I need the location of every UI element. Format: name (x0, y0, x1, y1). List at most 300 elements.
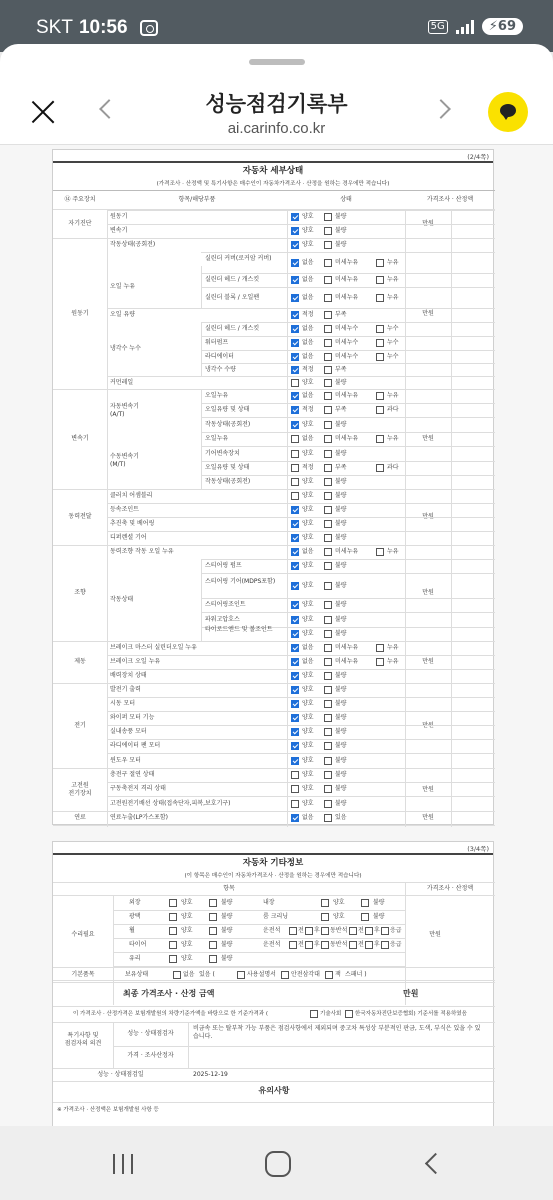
checkbox[interactable] (305, 927, 313, 935)
subgroup-label: 수동변속기 (M/T) (110, 452, 139, 468)
checkbox[interactable] (291, 213, 299, 221)
option-label: 불량 (221, 941, 233, 948)
checkbox[interactable] (324, 814, 332, 822)
price-unit: 만원 (422, 435, 434, 442)
checkbox[interactable] (291, 294, 299, 302)
checkbox[interactable] (349, 941, 357, 949)
checkbox[interactable] (376, 353, 384, 361)
repair-item: 유리 (129, 955, 141, 962)
checkbox[interactable] (376, 406, 384, 414)
checkbox[interactable] (324, 520, 332, 528)
checkbox[interactable] (349, 927, 357, 935)
checkbox[interactable] (324, 259, 332, 267)
section-note: (이 항목은 매수인이 자동차가격조사 · 산정을 원하는 경우에만 적습니다) (184, 873, 362, 879)
checkbox[interactable] (291, 757, 299, 765)
grid-line (287, 238, 495, 239)
option-label: 양호 (302, 630, 314, 637)
option-label: 전 (358, 927, 364, 934)
checkbox[interactable] (169, 927, 177, 935)
checkbox[interactable] (291, 506, 299, 514)
row-item: 브레이크 오일 누유 (110, 658, 161, 665)
checkbox[interactable] (324, 464, 332, 472)
option-label: 누유 (387, 435, 399, 442)
option-label: 양호 (302, 686, 314, 693)
option-label: 과다 (387, 406, 399, 413)
option-label: 없음 (302, 658, 314, 665)
checkbox[interactable] (324, 644, 332, 652)
home-button[interactable] (265, 1151, 291, 1177)
section-title: 자동차 기타정보 (242, 858, 304, 868)
grid-line (287, 796, 495, 797)
row-item: 연료누출(LP가스포함) (110, 814, 169, 821)
checkbox[interactable] (291, 686, 299, 694)
grid-line (201, 287, 287, 288)
option-label: 미세누유 (335, 293, 359, 301)
checkbox[interactable] (289, 941, 297, 949)
grid-line (287, 655, 495, 656)
checkbox[interactable] (324, 294, 332, 302)
navigation-bar (0, 1126, 553, 1200)
checkbox[interactable] (291, 800, 299, 808)
checkbox[interactable] (324, 406, 332, 414)
checkbox[interactable] (324, 311, 332, 319)
checkbox[interactable] (305, 941, 313, 949)
option-label: 안전삼각대 (291, 971, 320, 978)
row-part: 스티어링조인트 (205, 601, 246, 608)
option-label: 불량 (221, 899, 233, 906)
checkbox[interactable] (209, 927, 217, 935)
grid-line (107, 725, 287, 726)
checkbox[interactable] (324, 785, 332, 793)
checkbox[interactable] (361, 899, 369, 907)
checkbox[interactable] (169, 913, 177, 921)
checkbox[interactable] (324, 686, 332, 694)
price-unit: 만원 (422, 589, 434, 596)
checkbox[interactable] (291, 520, 299, 528)
checkbox[interactable] (324, 742, 332, 750)
grid-line (287, 739, 495, 740)
grid-line (287, 545, 495, 546)
option-label: 미세누유 (335, 435, 359, 442)
checkbox[interactable] (376, 658, 384, 666)
option-label: 불량 (335, 241, 347, 248)
checkbox[interactable] (376, 435, 384, 443)
checkbox[interactable] (324, 366, 332, 374)
checkbox[interactable] (291, 392, 299, 400)
grid-line (287, 753, 495, 754)
option-label: 양호 (302, 672, 314, 679)
repair-item: 광택 (129, 913, 141, 920)
checkbox[interactable] (291, 276, 299, 284)
option-label: 양호 (302, 799, 314, 807)
subgroup-label: 냉각수 누수 (110, 345, 141, 352)
grid-line (107, 503, 287, 504)
remark-label: 특기사항 및 점검자의 의견 (64, 1032, 102, 1047)
option-label: 불량 (221, 927, 233, 934)
checkbox[interactable] (291, 534, 299, 542)
checkbox[interactable] (291, 325, 299, 333)
row-item: 오일 유량 (110, 311, 136, 318)
option-label: 적정 (302, 406, 314, 413)
row-item: 충전구 절연 상태 (110, 771, 155, 778)
checkbox[interactable] (324, 728, 332, 736)
option-label: 미세누수 (335, 325, 359, 332)
checkbox[interactable] (291, 478, 299, 486)
checkbox[interactable] (324, 241, 332, 249)
grid-line (188, 1022, 189, 1068)
grid-line (201, 598, 287, 599)
checkbox[interactable] (321, 941, 329, 949)
checkbox[interactable] (324, 601, 332, 609)
row-item: 등속조인트 (110, 506, 139, 513)
group-label: 조향 (74, 589, 86, 596)
row-item: 시동 모터 (110, 700, 136, 707)
checkbox[interactable] (376, 392, 384, 400)
checkbox[interactable] (209, 955, 217, 963)
checkbox[interactable] (291, 311, 299, 319)
option-label: 불량 (335, 562, 347, 569)
grid-line (287, 273, 495, 274)
checkbox[interactable] (324, 658, 332, 666)
row-item: 발전기 출력 (110, 686, 141, 693)
subgroup-label: 작동상태 (110, 596, 134, 603)
grid-line (287, 627, 495, 628)
checkbox[interactable] (291, 582, 299, 590)
checkbox[interactable] (173, 971, 181, 979)
grid-line (53, 1068, 495, 1069)
option-label: 불량 (335, 771, 347, 778)
checkbox[interactable] (365, 927, 373, 935)
checkbox[interactable] (324, 757, 332, 765)
option-label: 과다 (387, 464, 399, 471)
checkbox[interactable] (324, 227, 332, 235)
checkbox[interactable] (324, 492, 332, 500)
checkbox[interactable] (289, 927, 297, 935)
checkbox[interactable] (345, 1010, 353, 1018)
kakaotalk-icon[interactable] (488, 92, 528, 132)
option-label: 불량 (335, 630, 347, 637)
other-info-table (53, 882, 495, 1134)
checkbox[interactable] (324, 213, 332, 221)
checkbox[interactable] (291, 421, 299, 429)
grid-line (287, 475, 495, 476)
checkbox[interactable] (376, 339, 384, 347)
grid-line (201, 559, 202, 641)
close-icon[interactable] (31, 100, 55, 124)
drag-handle[interactable] (249, 59, 305, 65)
repair-item: 내장 (263, 899, 275, 906)
checkbox[interactable] (291, 616, 299, 624)
group-label: 전기 (74, 721, 86, 729)
option-label: 미세누유 (335, 258, 359, 266)
checkbox[interactable] (324, 353, 332, 361)
checkbox[interactable] (325, 971, 333, 979)
checkbox[interactable] (324, 714, 332, 722)
repair-item: 운전석 (263, 927, 281, 934)
checkbox[interactable] (291, 672, 299, 680)
option-label: 양호 (302, 378, 314, 386)
checkbox[interactable] (291, 339, 299, 347)
checkbox[interactable] (291, 406, 299, 414)
row-part: 스티어링 기어(MDPS포함) (205, 577, 276, 585)
repair-item: 타이어 (129, 941, 147, 948)
checkbox[interactable] (169, 955, 177, 963)
repair-item: 외장 (129, 899, 141, 906)
checkbox[interactable] (291, 492, 299, 500)
grid-line (107, 811, 287, 812)
price-unit: 만원 (429, 931, 441, 938)
option-label: 양호 (302, 700, 314, 707)
grid-line (53, 982, 495, 983)
checkbox[interactable] (324, 700, 332, 708)
row-item: 원동기 (110, 213, 128, 220)
checkbox[interactable] (376, 294, 384, 302)
row-item: 변속기 (110, 227, 128, 234)
option-label: 불량 (373, 899, 385, 906)
grid-line (113, 1046, 495, 1047)
checkbox[interactable] (324, 392, 332, 400)
option-label: 누수 (387, 339, 399, 346)
checkbox[interactable] (169, 941, 177, 949)
checkbox[interactable] (324, 506, 332, 514)
battery-indicator: ⚡69 (482, 18, 523, 35)
grid-line (287, 683, 495, 684)
recent-apps-button[interactable] (113, 1154, 135, 1174)
option-label: 없음 (302, 276, 314, 283)
grid-line (107, 489, 287, 490)
checkbox[interactable] (324, 616, 332, 624)
price-unit: 만원 (422, 309, 434, 317)
grid-line (287, 517, 495, 518)
grid-line (107, 669, 287, 670)
caution-title: 유의사항 (258, 1086, 290, 1095)
checkbox[interactable] (291, 464, 299, 472)
clock: 10:56 (78, 17, 128, 38)
checkbox[interactable] (324, 672, 332, 680)
checkbox[interactable] (291, 548, 299, 556)
row-part: 실린더 헤드 / 개스킷 (205, 325, 260, 332)
grid-line (107, 683, 287, 684)
checkbox[interactable] (324, 325, 332, 333)
grid-line (287, 489, 495, 490)
checkbox[interactable] (291, 742, 299, 750)
option-label: 후 (374, 941, 380, 948)
header-item: 항목/해당부품 (178, 196, 216, 203)
checkbox[interactable] (291, 771, 299, 779)
group-label: 동력전달 (68, 513, 92, 520)
option-label: 없음 (302, 435, 314, 442)
checkbox[interactable] (169, 899, 177, 907)
option-label: 불량 (335, 728, 347, 735)
grid-line (287, 308, 495, 309)
option-label: 불량 (335, 581, 347, 589)
checkbox[interactable] (376, 276, 384, 284)
grid-line (107, 711, 287, 712)
grid-line (201, 389, 202, 432)
checkbox[interactable] (291, 366, 299, 374)
checkbox[interactable] (324, 421, 332, 429)
option-label: 후 (314, 927, 320, 934)
checkbox[interactable] (291, 450, 299, 458)
checkbox[interactable] (381, 941, 389, 949)
grid-line (107, 782, 287, 783)
checkbox[interactable] (365, 941, 373, 949)
final-unit: 만원 (403, 989, 419, 998)
checkbox[interactable] (310, 1010, 318, 1018)
checkbox[interactable] (324, 771, 332, 779)
checkbox[interactable] (291, 259, 299, 267)
checkbox[interactable] (291, 241, 299, 249)
section-title: 자동차 세부상태 (242, 166, 304, 176)
page-number: (2/4쪽) (467, 153, 489, 161)
checkbox[interactable] (321, 913, 329, 921)
option-label: 미세누유 (335, 392, 359, 399)
grid-line (287, 782, 495, 783)
repair-item: 휠 (129, 927, 135, 934)
checkbox[interactable] (291, 728, 299, 736)
checkbox[interactable] (376, 259, 384, 267)
checkbox[interactable] (291, 353, 299, 361)
option-label: 양호 (181, 913, 193, 920)
grid-line (201, 322, 202, 376)
row-part: 라디에이터 (205, 352, 234, 360)
option-label: 불량 (221, 955, 233, 962)
checkbox[interactable] (376, 325, 384, 333)
grid-line (107, 210, 108, 827)
checkbox[interactable] (291, 379, 299, 387)
option-label: 양호 (302, 449, 314, 457)
option-label: 불량 (335, 420, 347, 428)
checkbox[interactable] (324, 450, 332, 458)
checkbox[interactable] (291, 630, 299, 638)
checkbox[interactable] (381, 927, 389, 935)
checkbox[interactable] (209, 941, 217, 949)
grid-line (107, 210, 287, 211)
row-part: 스티어링 펌프 (205, 562, 242, 569)
option-label: 없음 (302, 548, 314, 555)
checkbox[interactable] (324, 435, 332, 443)
document-viewer[interactable] (0, 144, 553, 1134)
option-label: 불량 (335, 742, 347, 749)
grid-line (53, 1006, 495, 1007)
checkbox[interactable] (324, 339, 332, 347)
grid-line (53, 1102, 495, 1103)
grid-line (107, 545, 287, 546)
option-label: 불량 (335, 534, 347, 541)
option-label: 없음 (183, 971, 195, 978)
price-unit: 만원 (422, 785, 434, 793)
checkbox[interactable] (376, 644, 384, 652)
grid-line (201, 389, 287, 390)
checkbox[interactable] (291, 700, 299, 708)
option-label: 양호 (302, 601, 314, 608)
grid-line (451, 210, 452, 827)
checkbox[interactable] (376, 464, 384, 472)
option-label: 부족 (335, 464, 347, 471)
page-detail-status (52, 149, 494, 825)
option-label: 미세누유 (335, 644, 359, 651)
checkbox[interactable] (237, 971, 245, 979)
checkbox[interactable] (324, 276, 332, 284)
back-button[interactable] (425, 1153, 446, 1174)
checkbox[interactable] (291, 435, 299, 443)
grid-line (53, 967, 495, 968)
row-part: 작동상태(공회전) (205, 478, 251, 485)
grid-line (201, 322, 287, 323)
checkbox[interactable] (291, 785, 299, 793)
checkbox[interactable] (209, 899, 217, 907)
option-label: 부족 (335, 311, 347, 318)
checkbox[interactable] (291, 658, 299, 666)
checkbox[interactable] (324, 562, 332, 570)
option-label: 불량 (335, 700, 347, 707)
option-label: 적정 (302, 464, 314, 471)
option-label: 미세누수 (335, 352, 359, 360)
grid-line (107, 517, 287, 518)
checkbox[interactable] (324, 534, 332, 542)
row-item: 라디에이터 팬 모터 (110, 742, 161, 749)
grid-line (107, 308, 287, 309)
checkbox[interactable] (324, 379, 332, 387)
grid-line (405, 882, 406, 1005)
checkbox[interactable] (291, 562, 299, 570)
checkbox[interactable] (281, 971, 289, 979)
page-title: 성능점검기록부 (205, 93, 348, 116)
grid-line (287, 669, 495, 670)
option-label: 불량 (221, 913, 233, 920)
network-label: 5G (428, 20, 448, 34)
checkbox[interactable] (376, 548, 384, 556)
checkbox[interactable] (361, 913, 369, 921)
grid-line (201, 336, 287, 337)
option-label: 누유 (387, 258, 399, 266)
row-part: 오일유량 및 상태 (205, 464, 250, 471)
checkbox[interactable] (291, 227, 299, 235)
checkbox[interactable] (321, 899, 329, 907)
option-label: 양호 (302, 728, 314, 735)
checkbox[interactable] (321, 927, 329, 935)
row-item: 추진축 및 베어링 (110, 520, 155, 527)
checkbox[interactable] (324, 478, 332, 486)
checkbox[interactable] (291, 601, 299, 609)
checkbox[interactable] (324, 582, 332, 590)
cut-text: ※ 가격조사 · 산정액은 보험개발원 사항 등 (57, 1107, 159, 1113)
checkbox[interactable] (324, 800, 332, 808)
checkbox[interactable] (291, 714, 299, 722)
grid-line (287, 811, 495, 812)
checkbox[interactable] (324, 630, 332, 638)
option-label: 미세누유 (335, 548, 359, 555)
checkbox[interactable] (291, 644, 299, 652)
grid-line (287, 598, 495, 599)
option-label: 양호 (302, 534, 314, 541)
group-label: 변속기 (71, 435, 89, 442)
signal-icon (456, 20, 474, 34)
checkbox[interactable] (209, 913, 217, 921)
checkbox[interactable] (324, 548, 332, 556)
option-label: 불량 (335, 714, 347, 721)
checkbox[interactable] (291, 814, 299, 822)
grid-line (201, 432, 287, 433)
option-label: 미세누수 (335, 339, 359, 346)
grid-line (287, 224, 495, 225)
grid-line (287, 503, 495, 504)
option-label: 없음 (302, 258, 314, 266)
option-label: 불량 (335, 478, 347, 485)
grid-line (287, 461, 495, 462)
grid-line (107, 641, 287, 642)
grid-line (287, 210, 288, 827)
